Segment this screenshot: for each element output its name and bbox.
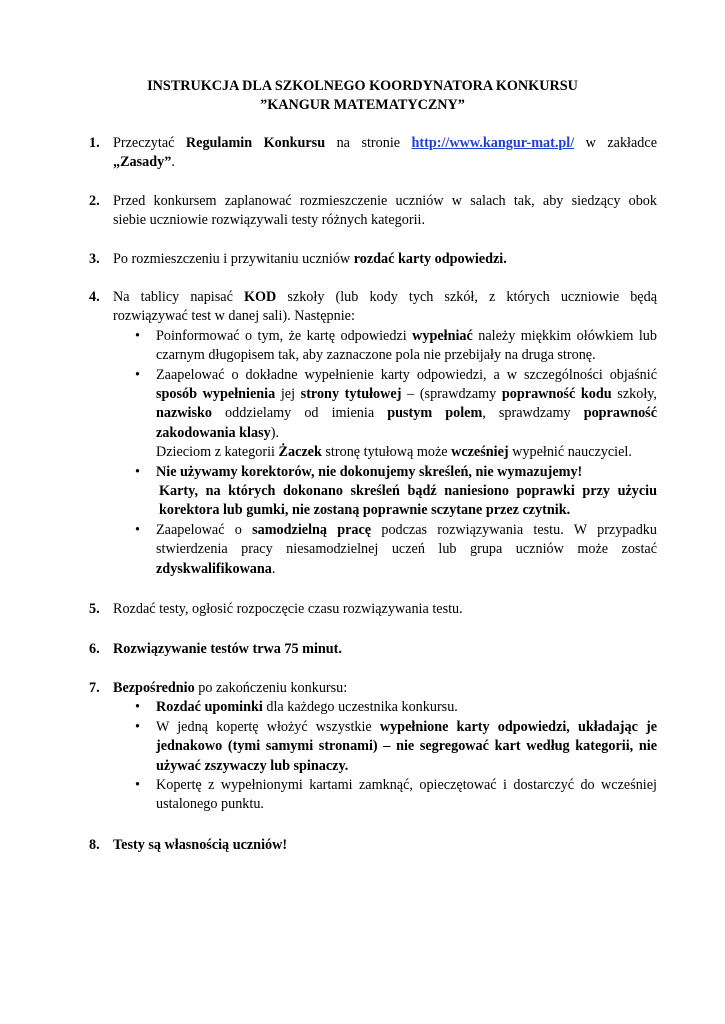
item-bold-text: Rozdać upominki — [156, 699, 263, 716]
item-text: jej — [275, 386, 301, 403]
instruction-item-3 — [89, 250, 657, 269]
instruction-item-8 — [89, 836, 657, 855]
item-text: stronę tytułową może — [321, 444, 452, 461]
item-text: . — [171, 154, 175, 171]
item-number: 8. — [89, 837, 100, 853]
item-bold-text: Żaczek — [278, 444, 322, 461]
bullet-icon: • — [135, 521, 140, 538]
item-bold-text: sposób wypełnienia — [156, 386, 276, 403]
item-bold-text: Nie używamy korektorów, nie dokonujemy skreśleń, nie wymazujemy! — [156, 463, 583, 480]
item-text: Zaapelować o dokładne wypełnienie karty odpowiedzi, a w szczególności objaśnić — [156, 366, 657, 383]
item-text: ustalonego punktu. — [156, 796, 264, 813]
document-title-line1: INSTRUKCJA DLA SZKOLNEGO KOORDYNATORA KONKURSU — [147, 78, 578, 94]
item-text: , sprawdzamy — [482, 405, 584, 422]
item-text: Rozdać testy, ogłosić rozpoczęcie czasu rozwiązywania testu. — [113, 601, 463, 617]
item-bold-text: Bezpośrednio — [113, 680, 195, 696]
item-text: stwierdzenia pracy niesamodzielnej uczeń lub grupa uczniów może zostać — [156, 541, 657, 558]
item-text: Zaapelować o — [156, 521, 253, 538]
item-text: Przeczytać — [113, 135, 186, 151]
document-title-line2: ”KANGUR MATEMATYCZNY” — [260, 97, 465, 113]
item-text: siebie uczniowie rozwiązywali testy różnych kategorii. — [113, 212, 426, 229]
bullet-icon: • — [135, 777, 140, 794]
item-bold-text: poprawność — [583, 405, 658, 422]
bullet-icon: • — [135, 366, 140, 383]
instruction-item-5 — [89, 600, 657, 619]
bullet-item — [135, 698, 657, 717]
item-bold-text: KOD — [243, 289, 277, 305]
bullet-item — [135, 521, 657, 579]
item-bold-text: nazwisko — [156, 405, 212, 422]
item-number: 4. — [89, 289, 100, 305]
item-bold-text: jednakowo (tymi samymi stronami) – nie segregować kart według kategorii, nie — [156, 738, 657, 755]
item-bold-text: zdyskwalifikowana — [156, 560, 272, 577]
item-number: 3. — [89, 251, 100, 267]
item-text: Kopertę z wypełnionymi kartami zamknąć, opieczętować i dostarczyć do wcześniej — [156, 777, 657, 794]
item-text: ). — [270, 424, 279, 441]
item-bold-text: Testy są własnością uczniów! — [113, 837, 288, 853]
bullet-continuation — [159, 482, 657, 521]
item-bold-text: używać zszywaczy lub spinaczy. — [156, 757, 349, 774]
bullet-icon: • — [135, 463, 140, 480]
item-text: . — [271, 560, 276, 577]
item-bold-text: poprawność kodu — [501, 386, 612, 403]
item-number: 5. — [89, 601, 100, 617]
item-bold-text: wcześniej — [451, 444, 509, 461]
bullet-item — [135, 718, 658, 776]
item-bold-text: pustym polem — [387, 405, 483, 422]
bullet-icon: • — [135, 327, 140, 344]
item-text: czarnym długopisem tak, aby zaznaczone pola nie przebijały na druga stronę. — [156, 347, 596, 364]
bullet-icon: • — [135, 699, 140, 716]
instruction-item-6 — [89, 640, 657, 659]
item-bold-text: rozdać karty odpowiedzi. — [353, 251, 507, 267]
item-text: szkoły, — [611, 386, 657, 403]
bullet-icon: • — [135, 718, 140, 735]
item-text: W jedną kopertę włożyć wszystkie — [156, 718, 380, 735]
item-text: – (sprawdzamy — [401, 386, 502, 403]
item-text: Na tablicy napisać — [113, 289, 244, 305]
instruction-item-4 — [89, 288, 657, 579]
bullet-item — [135, 463, 657, 482]
item-bold-text: wypełnione karty odpowiedzi, układając je — [379, 718, 658, 735]
item-text: wypełnić nauczyciel. — [508, 444, 632, 461]
item-bold-text: „Zasady” — [113, 154, 172, 171]
item-bold-text: Rozwiązywanie testów trwa 75 minut. — [113, 641, 342, 657]
website-link[interactable]: http://www.kangur-mat.pl/ — [411, 135, 575, 151]
item-text: po zakończeniu konkursu: — [194, 680, 348, 696]
bullet-item — [135, 776, 657, 815]
item-bold-text: wypełniać — [412, 327, 473, 344]
item-number: 6. — [89, 641, 100, 657]
item-text: dla każdego uczestnika konkursu. — [262, 699, 458, 716]
item-text: oddzielamy od imienia — [211, 405, 388, 422]
item-text: szkoły (lub kody tych szkół, z których uczniowie będą — [276, 289, 657, 305]
instruction-item-1 — [89, 134, 657, 173]
item-text: Przed konkursem zaplanować rozmieszczenie uczniów w salach tak, aby siedzący obok — [113, 193, 657, 209]
item-text: w zakładce — [574, 135, 657, 151]
item-bold-text: Regulamin Konkursu — [185, 135, 326, 151]
item-text: Poinformować o tym, że kartę odpowiedzi — [156, 327, 413, 344]
item-text: na stronie — [325, 135, 412, 151]
item-bold-text: Karty, na których dokonano skreśleń bądź naniesiono poprawki przy użyciu — [159, 483, 657, 500]
item-text: Dzieciom z kategorii — [156, 444, 279, 461]
instruction-item-2 — [89, 192, 657, 231]
item-text: Po rozmieszczeniu i przywitaniu uczniów — [113, 251, 354, 267]
item-bold-text: samodzielną pracę — [252, 521, 372, 538]
instruction-item-7 — [89, 679, 657, 815]
bullet-item — [135, 327, 657, 366]
item-text: rozwiązywać test w danej sali). Następnie: — [113, 308, 355, 325]
item-number: 1. — [89, 135, 100, 151]
item-bold-text: zakodowania klasy — [156, 424, 271, 441]
item-text: podczas rozwiązywania testu. W przypadku — [371, 521, 657, 538]
item-bold-text: korektora lub gumki, nie zostaną poprawnie sczytane przez czytnik. — [159, 502, 571, 519]
item-text: należy miękkim ołówkiem lub — [472, 327, 657, 344]
item-bold-text: strony tytułowej — [300, 386, 402, 403]
item-number: 2. — [89, 193, 100, 209]
item-number: 7. — [89, 680, 100, 696]
bullet-item — [135, 366, 658, 463]
